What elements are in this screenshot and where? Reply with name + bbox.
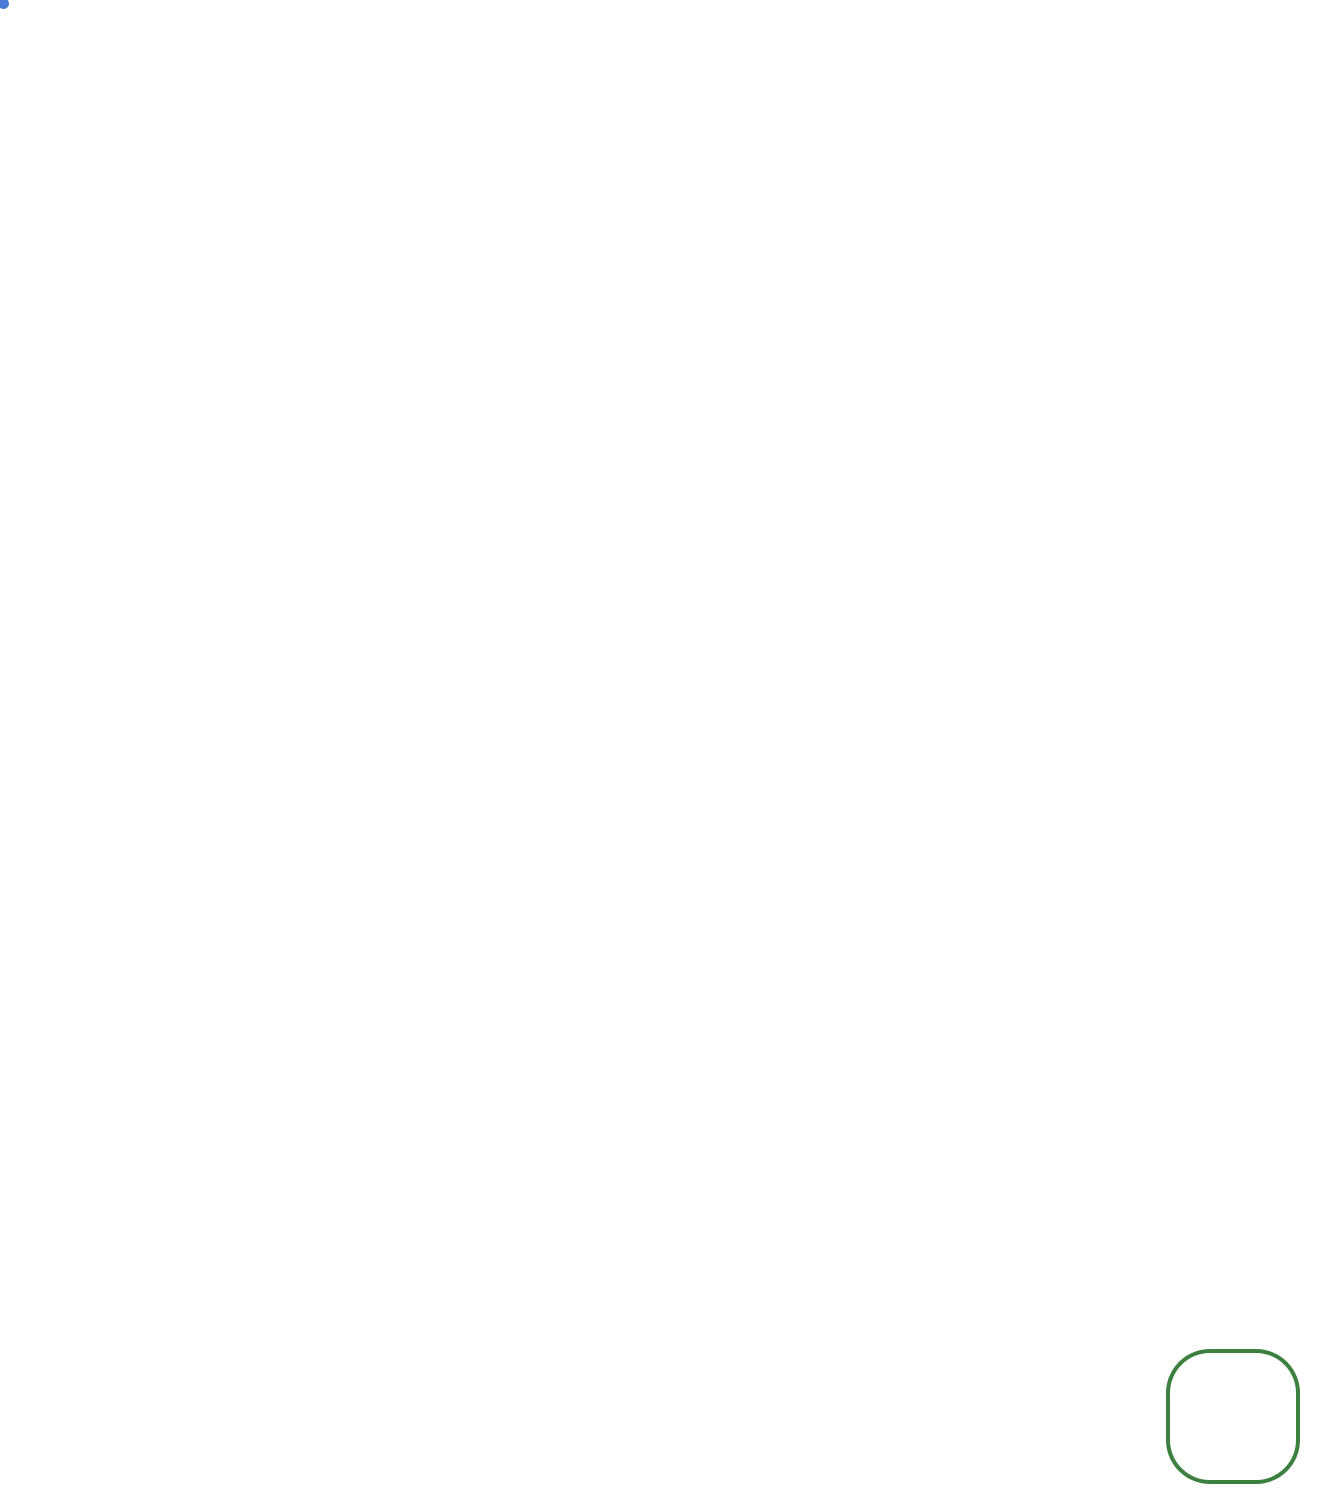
numeric-keyboard-button[interactable] bbox=[1166, 1349, 1300, 1484]
selection-box[interactable] bbox=[0, 0, 4, 4]
selection-handle-bottom-right[interactable] bbox=[0, 0, 9, 9]
